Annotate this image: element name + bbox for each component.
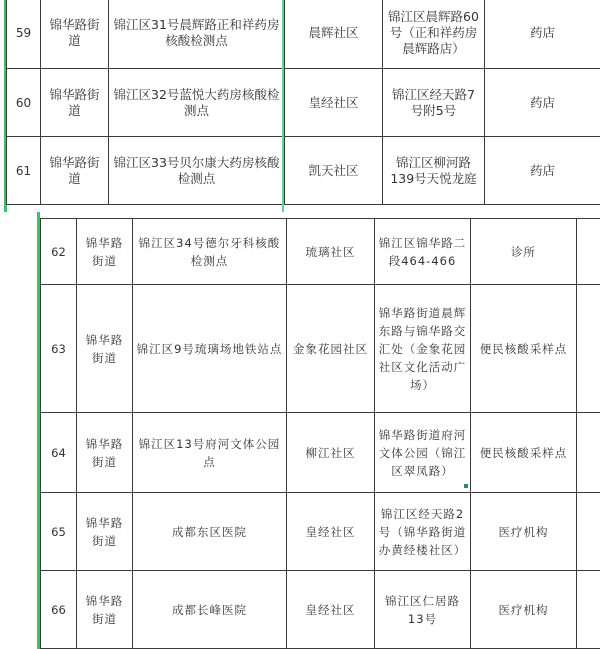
empty-cell: [577, 493, 600, 571]
column-edge-accent: [282, 0, 284, 212]
community-cell: 柳江社区: [287, 413, 375, 493]
table-row: [41, 413, 600, 493]
address-cell: 锦江区经天路7号附5号: [383, 69, 485, 137]
type-cell: 药店: [485, 137, 600, 205]
street-cell: 锦华路街道: [77, 285, 133, 413]
type-cell: 医疗机构: [471, 571, 577, 649]
community-cell: 皇经社区: [285, 69, 383, 137]
row-number: 63: [41, 285, 77, 413]
address-cell: 锦江区经天路2号（锦华路街道办黄经楼社区）: [375, 493, 471, 571]
row-number: 65: [41, 493, 77, 571]
row-number: 59: [7, 0, 41, 69]
street-cell: 锦华路街道: [41, 0, 109, 69]
row-number: 61: [7, 137, 41, 205]
type-cell: 药店: [485, 0, 600, 69]
table-row: [41, 219, 600, 285]
bottom-table-sheet: [37, 212, 600, 649]
site-cell: 锦江区13号府河文体公园点: [133, 413, 287, 493]
site-cell: 成都东区医院: [133, 493, 287, 571]
address-cell: 锦江区晨辉路60号（正和祥药房晨辉路店）: [383, 0, 485, 69]
row-number: 60: [7, 69, 41, 137]
site-cell: 锦江区31号晨辉路正和祥药房核酸检测点: [109, 0, 285, 69]
site-cell: 锦江区9号琉璃场地铁站点: [133, 285, 287, 413]
type-cell: 便民核酸采样点: [471, 285, 577, 413]
address-cell: 锦华路街道府河文体公园（锦江区翠凤路）: [375, 413, 471, 493]
street-cell: 锦华路街道: [77, 571, 133, 649]
type-cell: 便民核酸采样点: [471, 413, 577, 493]
top-table: [6, 0, 600, 205]
street-cell: 锦华路街道: [77, 413, 133, 493]
row-number: 66: [41, 571, 77, 649]
address-cell: 锦江区锦华路二段464-466: [375, 219, 471, 285]
row-number: 62: [41, 219, 77, 285]
site-cell: 锦江区34号德尔牙科核酸检测点: [133, 219, 287, 285]
community-cell: 琉璃社区: [287, 219, 375, 285]
top-table-sheet: [0, 0, 600, 212]
site-cell: 锦江区33号贝尔康大药房核酸检测点: [109, 137, 285, 205]
address-cell: 锦江区柳河路139号天悦龙庭: [383, 137, 485, 205]
table-row: [41, 285, 600, 413]
community-cell: 皇经社区: [287, 571, 375, 649]
empty-cell: [577, 413, 600, 493]
address-cell: 锦华路街道晨辉东路与锦华路交汇处（金象花园社区文化活动广场）: [375, 285, 471, 413]
community-cell: 金象花园社区: [287, 285, 375, 413]
empty-cell: [577, 219, 600, 285]
empty-cell: [577, 285, 600, 413]
table-row: [7, 0, 600, 69]
table-row: [7, 137, 600, 205]
type-cell: 药店: [485, 69, 600, 137]
cell-corner-mark: [464, 484, 468, 488]
row-number: 64: [41, 413, 77, 493]
bottom-table: [40, 218, 600, 649]
street-cell: 锦华路街道: [77, 493, 133, 571]
street-cell: 锦华路街道: [41, 69, 109, 137]
site-cell: 成都长峰医院: [133, 571, 287, 649]
street-cell: 锦华路街道: [41, 137, 109, 205]
address-cell: 锦江区仁居路13号: [375, 571, 471, 649]
community-cell: 凯天社区: [285, 137, 383, 205]
street-cell: 锦华路街道: [77, 219, 133, 285]
empty-cell: [577, 571, 600, 649]
table-row: [7, 69, 600, 137]
community-cell: 皇经社区: [287, 493, 375, 571]
type-cell: 诊所: [471, 219, 577, 285]
site-cell: 锦江区32号蓝悦大药房核酸检测点: [109, 69, 285, 137]
type-cell: 医疗机构: [471, 493, 577, 571]
table-row: [41, 493, 600, 571]
community-cell: 晨辉社区: [285, 0, 383, 69]
table-row: [41, 571, 600, 649]
